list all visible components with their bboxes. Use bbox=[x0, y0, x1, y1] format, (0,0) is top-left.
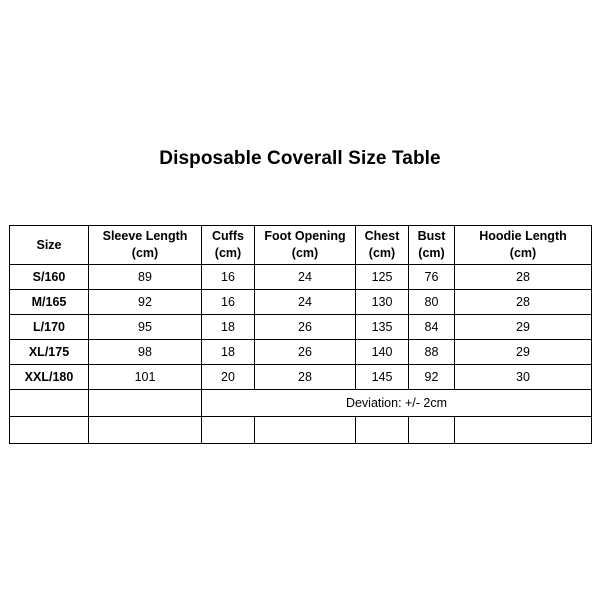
hoodie-length-cell: 28 bbox=[455, 265, 592, 290]
bust-cell: 84 bbox=[409, 315, 455, 340]
bust-cell: 76 bbox=[409, 265, 455, 290]
empty-cell bbox=[455, 417, 592, 444]
foot-opening-cell: 24 bbox=[255, 290, 356, 315]
chest-cell: 145 bbox=[356, 365, 409, 390]
table-row bbox=[10, 265, 592, 290]
note-row bbox=[10, 390, 592, 417]
empty-cell bbox=[89, 390, 202, 417]
size-cell: S/160 bbox=[10, 265, 89, 290]
foot-opening-cell: 28 bbox=[255, 365, 356, 390]
empty-cell bbox=[255, 417, 356, 444]
header-hoodie-length bbox=[455, 226, 592, 265]
cuffs-cell: 16 bbox=[202, 265, 255, 290]
header-size-label: Size bbox=[36, 237, 62, 252]
empty-cell bbox=[202, 417, 255, 444]
size-table bbox=[9, 225, 592, 444]
header-sleeve-length-label: Sleeve Length bbox=[102, 229, 188, 243]
chest-cell: 130 bbox=[356, 290, 409, 315]
size-cell: XL/175 bbox=[10, 340, 89, 365]
header-sleeve-length bbox=[89, 226, 202, 265]
hoodie-length-cell: 28 bbox=[455, 290, 592, 315]
header-sleeve-length-unit: (cm) bbox=[131, 246, 159, 260]
chest-cell: 135 bbox=[356, 315, 409, 340]
header-size bbox=[10, 226, 89, 265]
header-foot-opening-unit: (cm) bbox=[291, 246, 319, 260]
cuffs-cell: 18 bbox=[202, 315, 255, 340]
header-row bbox=[10, 226, 592, 265]
hoodie-length-cell: 30 bbox=[455, 365, 592, 390]
sleeve-length-cell: 95 bbox=[89, 315, 202, 340]
header-bust-unit: (cm) bbox=[418, 246, 445, 260]
header-hoodie-length-label: Hoodie Length bbox=[479, 229, 567, 243]
cuffs-cell: 18 bbox=[202, 340, 255, 365]
size-cell: L/170 bbox=[10, 315, 89, 340]
empty-cell bbox=[89, 417, 202, 444]
empty-cell bbox=[10, 417, 89, 444]
header-chest-label: Chest bbox=[364, 229, 400, 243]
cuffs-cell: 20 bbox=[202, 365, 255, 390]
header-hoodie-length-unit: (cm) bbox=[509, 246, 537, 260]
header-chest bbox=[356, 226, 409, 265]
empty-row bbox=[10, 417, 592, 444]
header-cuffs-unit: (cm) bbox=[214, 246, 242, 260]
header-cuffs-label: Cuffs bbox=[212, 229, 244, 243]
table-title: Disposable Coverall Size Table bbox=[159, 148, 441, 169]
size-cell: M/165 bbox=[10, 290, 89, 315]
bust-cell: 92 bbox=[409, 365, 455, 390]
sleeve-length-cell: 98 bbox=[89, 340, 202, 365]
table-row bbox=[10, 340, 592, 365]
header-cuffs bbox=[202, 226, 255, 265]
header-foot-opening bbox=[255, 226, 356, 265]
chest-cell: 140 bbox=[356, 340, 409, 365]
cuffs-cell: 16 bbox=[202, 290, 255, 315]
sleeve-length-cell: 101 bbox=[89, 365, 202, 390]
bust-cell: 80 bbox=[409, 290, 455, 315]
table-row bbox=[10, 290, 592, 315]
table-row bbox=[10, 365, 592, 390]
foot-opening-cell: 24 bbox=[255, 265, 356, 290]
hoodie-length-cell: 29 bbox=[455, 315, 592, 340]
table-row bbox=[10, 315, 592, 340]
size-cell: XXL/180 bbox=[10, 365, 89, 390]
empty-cell bbox=[356, 417, 409, 444]
sleeve-length-cell: 89 bbox=[89, 265, 202, 290]
bust-cell: 88 bbox=[409, 340, 455, 365]
header-bust bbox=[409, 226, 455, 265]
header-foot-opening-label: Foot Opening bbox=[264, 229, 346, 243]
chest-cell: 125 bbox=[356, 265, 409, 290]
foot-opening-cell: 26 bbox=[255, 315, 356, 340]
header-bust-label: Bust bbox=[417, 229, 446, 243]
empty-cell bbox=[409, 417, 455, 444]
sleeve-length-cell: 92 bbox=[89, 290, 202, 315]
empty-cell bbox=[10, 390, 89, 417]
foot-opening-cell: 26 bbox=[255, 340, 356, 365]
hoodie-length-cell: 29 bbox=[455, 340, 592, 365]
header-chest-unit: (cm) bbox=[368, 246, 396, 260]
deviation-note: Deviation: +/- 2cm bbox=[202, 390, 592, 417]
